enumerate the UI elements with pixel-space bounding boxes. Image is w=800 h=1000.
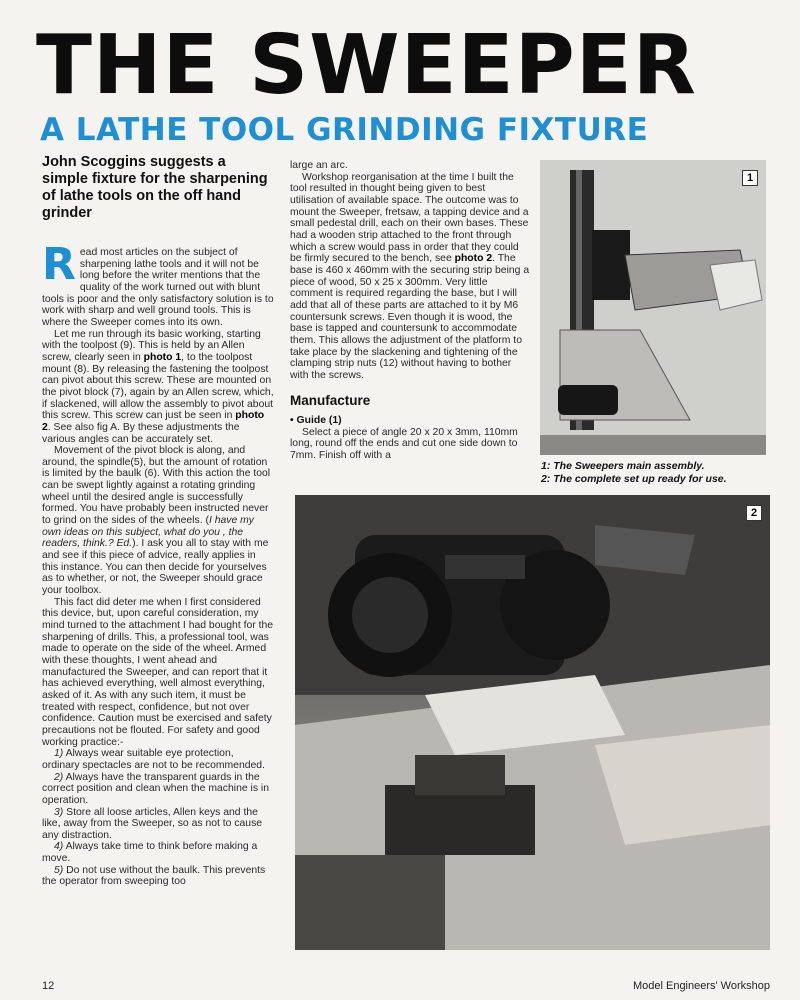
safety-rule (42, 841, 274, 864)
editor-note: I have my own ideas on this subject, what do you , the readers, think.? Ed. (42, 515, 254, 550)
rule-number: 1) (54, 748, 64, 760)
safety-rule (42, 865, 274, 888)
text: Workshop reorganisation at the time I built the tool resulted in thought being given to best utilisation of available space. The outcome was to mount the Sweeper, fretsaw, a tapping device and a small pedestal drill, each on their own bases. These had a wooden strip attached to the front through which a screw would pass in order that they could be firmly secured to the bench, see (290, 171, 529, 265)
page-number: 12 (42, 980, 55, 992)
caption: 2: The complete set up ready for use. (541, 472, 727, 485)
text: ). I ask you all to stay with me and see if this piece of advice, really applies in this instance. You can then decide for yourselves as to whether, or not, the Sweeper should grace your toolbox. (42, 538, 269, 597)
rule-text: Always take time to think before making a move. (42, 841, 258, 865)
standfirst: John Scoggins suggests a simple fixture for the sharpening of lathe tools on the off hand grinder (42, 154, 268, 221)
photo-complete-setup (295, 495, 770, 950)
photo-number: 1 (742, 170, 758, 186)
photo-captions (541, 460, 771, 485)
section-heading: Manufacture (290, 393, 371, 409)
text: Let me run through its basic working, starting with the toolpost (9). This is held by an Allen screw, clearly seen in (42, 328, 261, 363)
paragraph: Select a piece of angle 20 x 20 x 3mm, 110mm long, round off the ends and cut one side down to 7mm. Finish off with a (290, 426, 518, 462)
safety-rule (42, 748, 274, 771)
paragraph (42, 239, 274, 329)
rule-text: Always wear suitable eye protection, ordinary spectacles are not to be recommended. (42, 748, 265, 771)
photo-ref: photo 1 (143, 351, 182, 363)
paragraph (290, 172, 530, 382)
photo-ref: photo 2 (42, 410, 265, 433)
rule-text: Always have the transparent guards in the correct position and clean when the machine is in operation. (42, 771, 269, 806)
paragraph: large an arc. (290, 160, 348, 171)
column-1 (42, 239, 274, 888)
rule-number: 2) (54, 771, 64, 783)
rule-number: 3) (54, 806, 64, 818)
caption: 1: The Sweepers main assembly. (541, 460, 705, 472)
rule-number: 5) (54, 864, 64, 876)
text: Movement of the pivot block is along, and around, the spindle(5), but the amount of rotation is limited by the baulk (6). With this action the tool can be swept lightly against a rotating grinding wheel until the desired angle is successfully formed. You have probably been instructed never to grind on the sides of the wheels. ( (42, 445, 271, 527)
text: . See also fig A. By these adjustments the various angles can be accurately set. (42, 421, 240, 445)
magazine-name: Model Engineers' Workshop (632, 980, 770, 992)
safety-list (42, 748, 274, 888)
paragraph: This fact did deter me when I first considered this device, but, upon careful consideration, my mind turned to the attachment I had bought for the sharpening of drills. This, a professional tool, was made to operate on the side of the wheel. Armed with these thoughts, I went ahead and manufactured the Sweeper, and can report that it has achieved everything, well almost everything, asked of it. As with any such item, it must be treated with respect, confidence, but not over confidence. Caution must be exercised and safety precautions not be flouted. For safety and good working practice:- (42, 596, 274, 748)
safety-rule (42, 772, 274, 807)
paragraph (42, 445, 274, 597)
subheading: • Guide (1) (290, 415, 342, 427)
text: ead most articles on the subject of sharpening lathe tools and it will not be long before the writer mentions that the quality of the work turned out with blunt tools is poor and the only satisfactory solution is to work with sharp and well ground tools. This is where the Sweeper comes into its own. (42, 247, 274, 328)
photo-main-assembly (540, 160, 766, 455)
paragraph (42, 329, 274, 446)
photo-ref: photo 2 (454, 253, 493, 265)
fixture-illustration (540, 160, 766, 455)
grinder-illustration (295, 495, 770, 950)
column-2 (290, 160, 530, 462)
text: . The base is 460 x 460mm with the securing strip being a piece of wood, 50 x 25 x 300mm. Very little comment is required regarding the base, but I will add that all of these parts are attached to it by M6 countersunk screws. Even though it is wood, the base is tapped and countersunk to accommodate them. This allows the adjustment of the platform to take place by the slackening and tightening of the clamping strip nuts (12) without having to bother with the screws. (290, 253, 530, 381)
article-subtitle: A LATHE TOOL GRINDING FIXTURE (40, 112, 649, 148)
drop-cap: R (42, 239, 76, 290)
rule-text: Store all loose articles, Allen keys and the like, away from the Sweeper, so as not to cause any distraction. (42, 806, 263, 841)
safety-rule (42, 807, 274, 842)
text: , to the toolpost mount (8). By releasing the fastening the toolpost can pivot about this screw. These are mounted on the pivot block (7), again by an Allen screw, which, if slackened, will allow the assembly to pivot about this screw. This screw can just be seen in (42, 351, 274, 422)
rule-number: 4) (54, 841, 64, 853)
article-title: THE SWEEPER (36, 18, 697, 113)
photo-number: 2 (746, 505, 762, 521)
rule-text: Do not use without the baulk. This prevents the operator from sweeping too (42, 864, 266, 888)
